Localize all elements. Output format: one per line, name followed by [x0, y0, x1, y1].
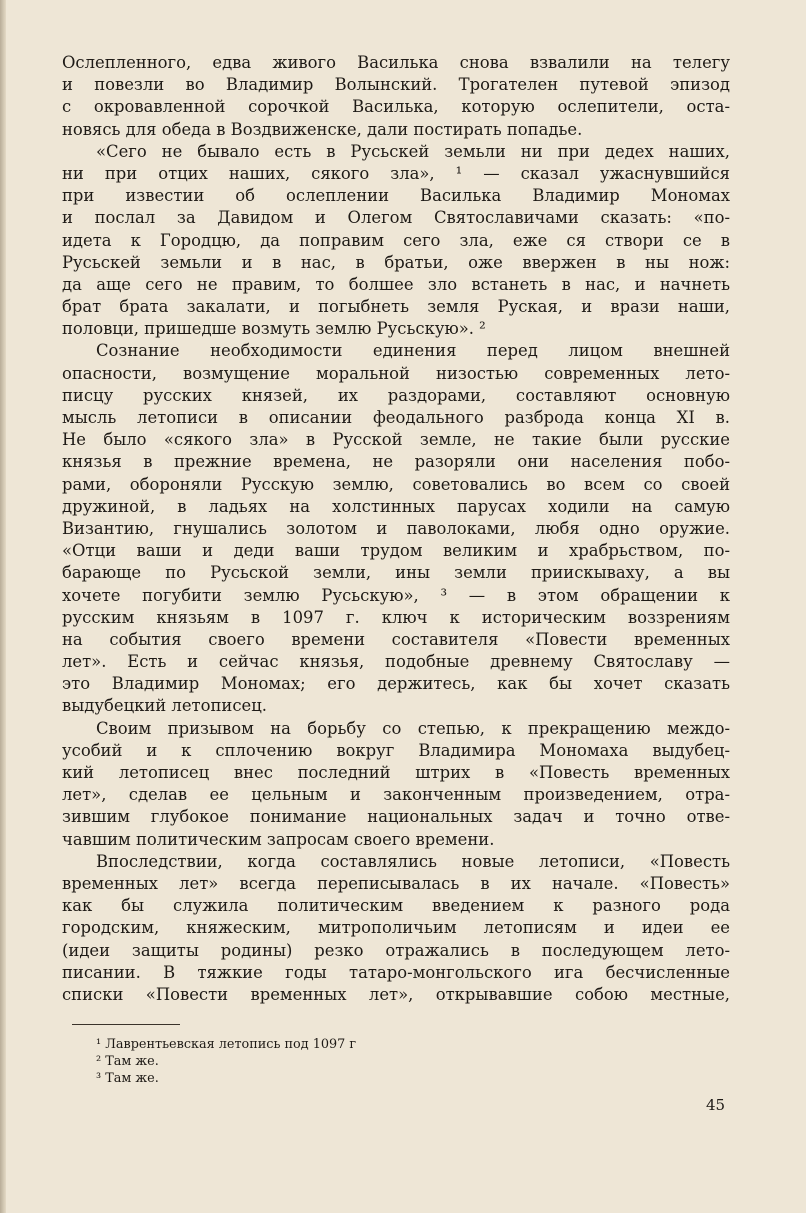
text-line: половци, пришедше возмуть землю Русьскую». ²: [62, 319, 486, 339]
text-line: и послал за Давидом и Олегом Святославичами сказать: «по-: [62, 208, 730, 228]
text-line: русским князьям в 1097 г. ключ к историческим воззрениям: [62, 607, 730, 627]
footnote: ³ Там же.: [96, 1071, 159, 1086]
footnote-divider: [72, 1024, 180, 1025]
text-line: Впоследствии, когда составлялись новые летописи, «Повесть: [96, 851, 730, 871]
text-line: князья в прежние времена, не разоряли они населения побо-: [62, 452, 730, 472]
text-line: зившим глубокое понимание национальных задач и точно отве-: [62, 807, 730, 827]
text-line: Ослепленного, едва живого Василька снова взвалили на телегу: [62, 53, 730, 72]
text-line: (идеи защиты родины) резко отражались в последующем лето-: [62, 940, 730, 960]
text-line: при известии об ослеплении Василька Владимир Мономах: [62, 186, 730, 206]
text-line: барающе по Русьской земли, ины земли приискываху, а вы: [62, 563, 730, 583]
text-line: городским, княжеским, митрополичьим летописям и идеи ее: [62, 918, 730, 938]
main-text: [62, 52, 730, 1006]
text-line: и повезли во Владимир Волынский. Трогателен путевой эпизод: [62, 75, 730, 95]
text-line: «Отци ваши и деди ваши трудом великим и храбрьством, по-: [62, 541, 730, 561]
text-line: новясь для обеда в Воздвиженске, дали постирать попадье.: [62, 119, 583, 139]
footnotes: [96, 1036, 596, 1087]
page-number: 45: [706, 1096, 726, 1114]
text-line: писании. В тяжкие годы татаро-монгольского ига бесчисленные: [62, 962, 730, 982]
text-line: Сознание необходимости единения перед лицом внешней: [96, 341, 730, 361]
text-line: Не было «сякого зла» в Русской земле, не такие были русские: [62, 430, 730, 450]
text-line: мысль летописи в описании феодального разброда конца XI в.: [62, 408, 730, 427]
footnote: ² Там же.: [96, 1054, 159, 1069]
text-line: на события своего времени составителя «Повести временных: [62, 629, 730, 649]
text-line: писцу русских князей, их раздорами, составляют основную: [62, 385, 730, 405]
text-line: «Сего не бывало есть в Русьскей земьли ни при дедех наших,: [96, 141, 730, 161]
text-line: временных лет» всегда переписывалась в их начале. «Повесть»: [62, 873, 730, 893]
text-line: выдубецкий летописец.: [62, 696, 267, 716]
text-line: списки «Повести временных лет», открывавшие собою местные,: [62, 984, 730, 1004]
text-line: брат брата закалати, и погыбнеть земля Руская, и врази наши,: [62, 297, 730, 317]
text-line: да аще сего не правим, то болшее зло встанеть в нас, и начнеть: [62, 274, 730, 294]
text-line: лет», сделав ее цельным и законченным произведением, отра-: [62, 785, 730, 805]
text-line: как бы служила политическим введением к разного рода: [62, 896, 730, 916]
page-edge: [0, 0, 6, 1213]
text-line: хочете погубити землю Русьскую», ³ — в этом обращении к: [62, 585, 730, 605]
text-line: дружиной, в ладьях на холстинных парусах ходили на самую: [62, 496, 730, 516]
text-line: лет». Есть и сейчас князья, подобные древнему Святославу —: [62, 652, 730, 672]
text-line: рами, обороняли Русскую землю, советовались во всем со своей: [62, 474, 730, 494]
text-line: с окровавленной сорочкой Василька, которую ослепители, оста-: [62, 97, 730, 117]
text-line: чавшим политическим запросам своего времени.: [62, 829, 495, 849]
text-line: это Владимир Мономах; его держитесь, как бы хочет сказать: [62, 674, 730, 694]
text-line: Византию, гнушались золотом и паволоками, любя одно оружие.: [62, 518, 730, 538]
text-line: Своим призывом на борьбу со степью, к прекращению междо-: [96, 718, 730, 738]
text-line: ни при отцих наших, сякого зла», ¹ — сказал ужаснувшийся: [62, 163, 730, 183]
text-line: усобий и к сплочению вокруг Владимира Мономаха выдубец-: [62, 740, 730, 760]
text-line: опасности, возмущение моральной низостью современных лето-: [62, 363, 730, 383]
footnote: ¹ Лаврентьевская летопись под 1097 г: [96, 1037, 357, 1052]
text-line: Русьскей земьли и в нас, в братьи, оже ввержен в ны нож:: [62, 252, 730, 272]
text-line: кий летописец внес последний штрих в «Повесть временных: [62, 763, 730, 782]
text-line: идета к Городцю, да поправим сего зла, еже ся створи се в: [62, 230, 730, 250]
